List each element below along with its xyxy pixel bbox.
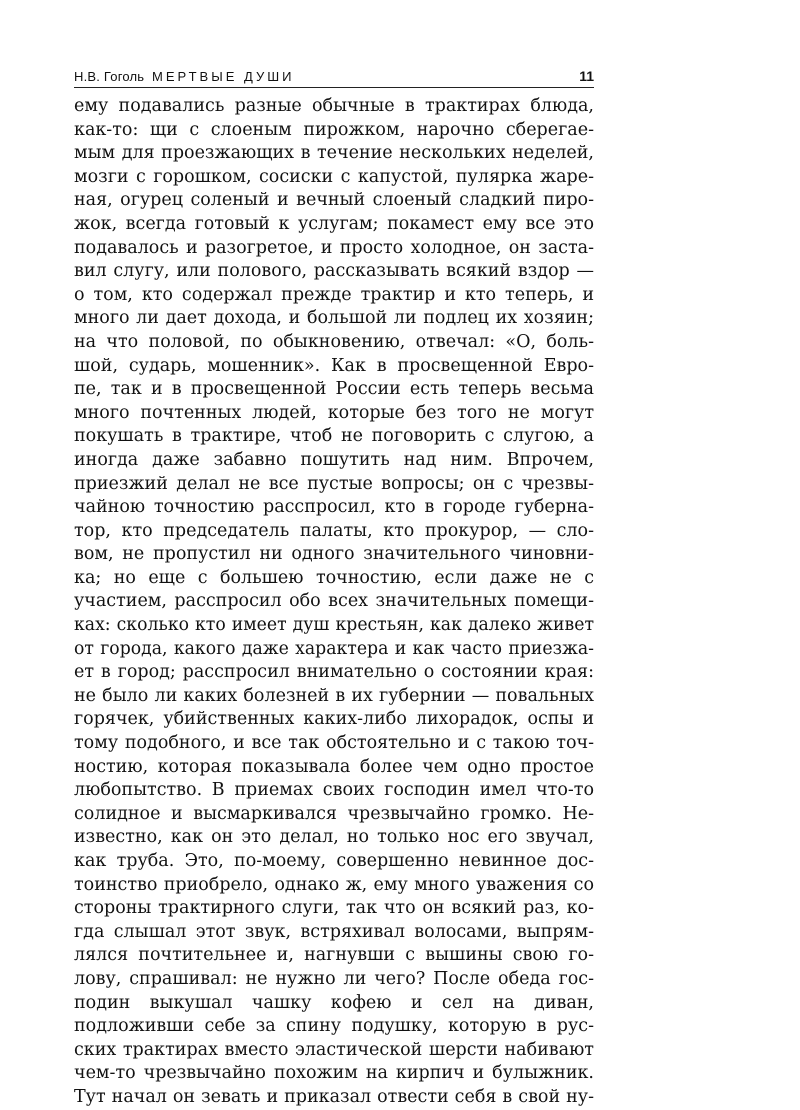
body-text	[74, 95, 594, 1110]
text-line: мым для проезжающих в течение нескольких неделей,	[74, 143, 594, 164]
text-line: участием, расспросил обо всех значительных помещи-	[74, 591, 594, 612]
text-line: ских трактирах вместо эластической шерсти набивают	[74, 1039, 594, 1060]
text-line: ках: сколько кто имеет душ крестьян, как далеко живет	[74, 615, 594, 636]
text-line: как-то: щи с слоеным пирожком, нарочно сберегае-	[74, 119, 594, 140]
text-line: жок, всегда готовый к услугам; покамест ему все это	[74, 213, 594, 234]
author-name: Н.В. Гоголь	[74, 69, 145, 84]
text-line: ная, огурец соленый и вечный слоеный сладкий пиро-	[74, 190, 594, 211]
text-line: ему подавались разные обычные в трактирах блюда,	[74, 96, 594, 116]
header-rule	[74, 87, 594, 88]
text-line: приезжий делал не все пустые вопросы; он с чрезвы-	[74, 473, 594, 494]
text-line: любопытство. В приемах своих господин имел что-то	[74, 780, 594, 801]
text-line: стороны трактирного слуги, так что он всякий раз, ко-	[74, 898, 594, 919]
page-number: 11	[579, 68, 594, 84]
text-line: лову, спрашивал: не нужно ли чего? После обеда гос-	[74, 968, 594, 989]
text-line: много почтенных людей, которые без того не могут	[74, 402, 594, 423]
text-line: вом, не пропустил ни одного значительного чиновни-	[74, 544, 594, 565]
text-line: иногда даже забавно пошутить над ним. Впрочем,	[74, 449, 594, 470]
text-line: горячек, убийственных каких-либо лихорадок, оспы и	[74, 709, 594, 730]
text-line: чайною точностию расспросил, кто в городе губерна-	[74, 497, 594, 518]
book-title: МЕРТВЫЕ ДУШИ	[152, 69, 295, 84]
text-line: мозги с горошком, сосиски с капустой, пулярка жаре-	[74, 166, 594, 187]
text-line: Тут начал он зевать и приказал отвести себя в свой ну-	[74, 1086, 594, 1107]
text-line: тоинство приобрело, однако ж, ему много уважения со	[74, 874, 594, 895]
text-line: солидное и высмаркивался чрезвычайно громко. Не-	[74, 803, 594, 824]
text-line: ет в город; расспросил внимательно о состоянии края:	[74, 662, 594, 683]
text-line: шой, сударь, мошенник». Как в просвещенной Евро-	[74, 355, 594, 376]
text-line: подложивши себе за спину подушку, которую в рус-	[74, 1016, 594, 1037]
text-line: лялся почтительнее и, нагнувши с вышины свою го-	[74, 945, 594, 966]
text-line: о том, кто содержал прежде трактир и кто теперь, и	[74, 284, 594, 305]
text-line: ностию, которая показывала более чем одно простое	[74, 756, 594, 777]
text-line: много ли дает дохода, и большой ли подлец их хозяин;	[74, 308, 594, 329]
text-line: на что половой, по обыкновению, отвечал: «О, боль-	[74, 331, 594, 352]
running-header	[74, 66, 594, 88]
text-line: вил слугу, или полового, рассказывать всякий вздор —	[74, 261, 594, 282]
text-line: ка; но еще с большею точностию, если даже не с	[74, 567, 594, 588]
text-line: покушать в трактире, чтоб не поговорить с слугою, а	[74, 426, 594, 447]
text-line: подавалось и разогретое, и просто холодное, он заста-	[74, 237, 594, 258]
text-line: гда слышал этот звук, встряхивал волосами, выпрям-	[74, 921, 594, 942]
text-line: от города, какого даже характера и как часто приезжа-	[74, 638, 594, 659]
text-line: тор, кто председатель палаты, кто прокурор, — сло-	[74, 520, 594, 541]
text-line: подин выкушал чашку кофею и сел на диван,	[74, 992, 594, 1013]
text-line: чем-то чрезвычайно похожим на кирпич и булыжник.	[74, 1063, 594, 1084]
text-line: пе, так и в просвещенной России есть теперь весьма	[74, 379, 594, 400]
text-line: не было ли каких болезней в их губернии — повальных	[74, 685, 594, 706]
text-line: тому подобного, и все так обстоятельно и с такою точ-	[74, 733, 594, 754]
text-line: как труба. Это, по-моему, совершенно невинное дос-	[74, 851, 594, 871]
text-line: известно, как он это делал, но только нос его звучал,	[74, 827, 594, 848]
